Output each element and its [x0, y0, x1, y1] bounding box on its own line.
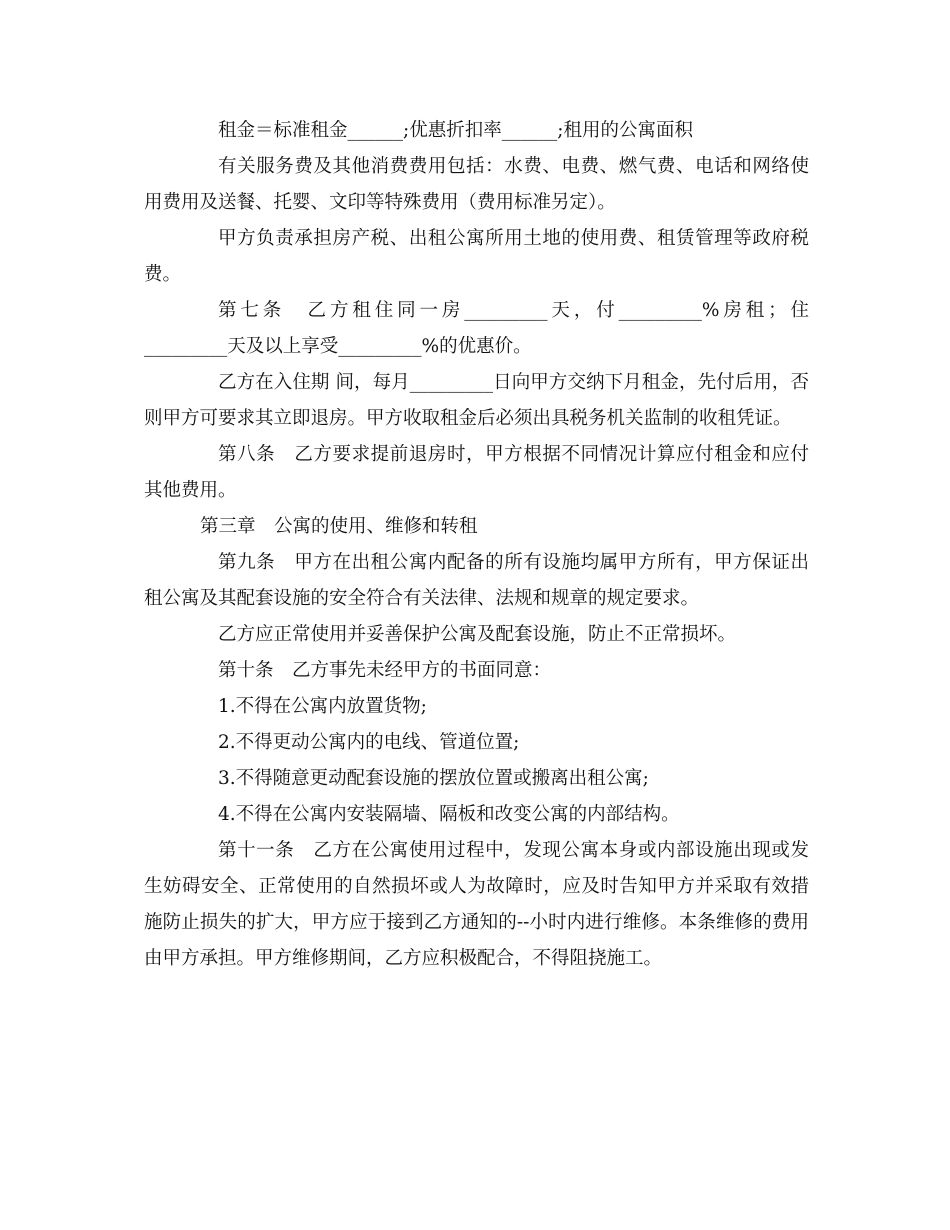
article-7: 第七条 乙方租住同一房_________天，付_________%房租；住_________天及以上享受_________%的优惠价。	[144, 300, 809, 357]
list-item-4: 4.不得在公寓内安装隔墙、隔板和改变公寓的内部结构。	[218, 804, 680, 825]
article-9: 第九条 甲方在出租公寓内配备的所有设施均属甲方所有，甲方保证出租公寓及其配套设施的安全符合有关法律、法规和规章的规定要求。	[144, 552, 809, 609]
chapter-3-heading: 第三章 公寓的使用、维修和转租	[200, 516, 478, 537]
paragraph-service-fees: 有关服务费及其他消费费用包括：水费、电费、燃气费、电话和网络使用费用及送餐、托婴、文印等特殊费用（费用标准另定）。	[144, 156, 809, 213]
document-body	[144, 113, 809, 977]
paragraph-rent-payment: 乙方在入住期 间，每月_________日向甲方交纳下月租金，先付后用，否则甲方可要求其立即退房。甲方收取租金后必须出具税务机关监制的收租凭证。	[144, 372, 809, 429]
paragraph-party-a-taxes: 甲方负责承担房产税、出租公寓所用土地的使用费、租赁管理等政府税费。	[144, 228, 809, 285]
article-10: 第十条 乙方事先未经甲方的书面同意：	[218, 660, 552, 681]
list-item-2: 2.不得更动公寓内的电线、管道位置;	[218, 732, 520, 753]
article-8: 第八条 乙方要求提前退房时，甲方根据不同情况计算应付租金和应付其他费用。	[144, 444, 809, 501]
article-11: 第十一条 乙方在公寓使用过程中，发现公寓本身或内部设施出现或发生妨碍安全、正常使用的自然损坏或人为故障时，应及时告知甲方并采取有效措施防止损失的扩大，甲方应于接到乙方通知的--小时内进行维修。本条维修的费用由甲方承担。甲方维修期间，乙方应积极配合，不得阻挠施工。	[144, 840, 809, 969]
list-item-1: 1.不得在公寓内放置货物;	[218, 696, 427, 717]
paragraph-proper-use: 乙方应正常使用并妥善保护公寓及配套设施，防止不正常损坏。	[218, 624, 737, 645]
list-item-3: 3.不得随意更动配套设施的摆放位置或搬离出租公寓;	[218, 768, 649, 789]
paragraph-rent-formula: 租金＝标准租金______;优惠折扣率______;租用的公寓面积	[218, 120, 693, 141]
